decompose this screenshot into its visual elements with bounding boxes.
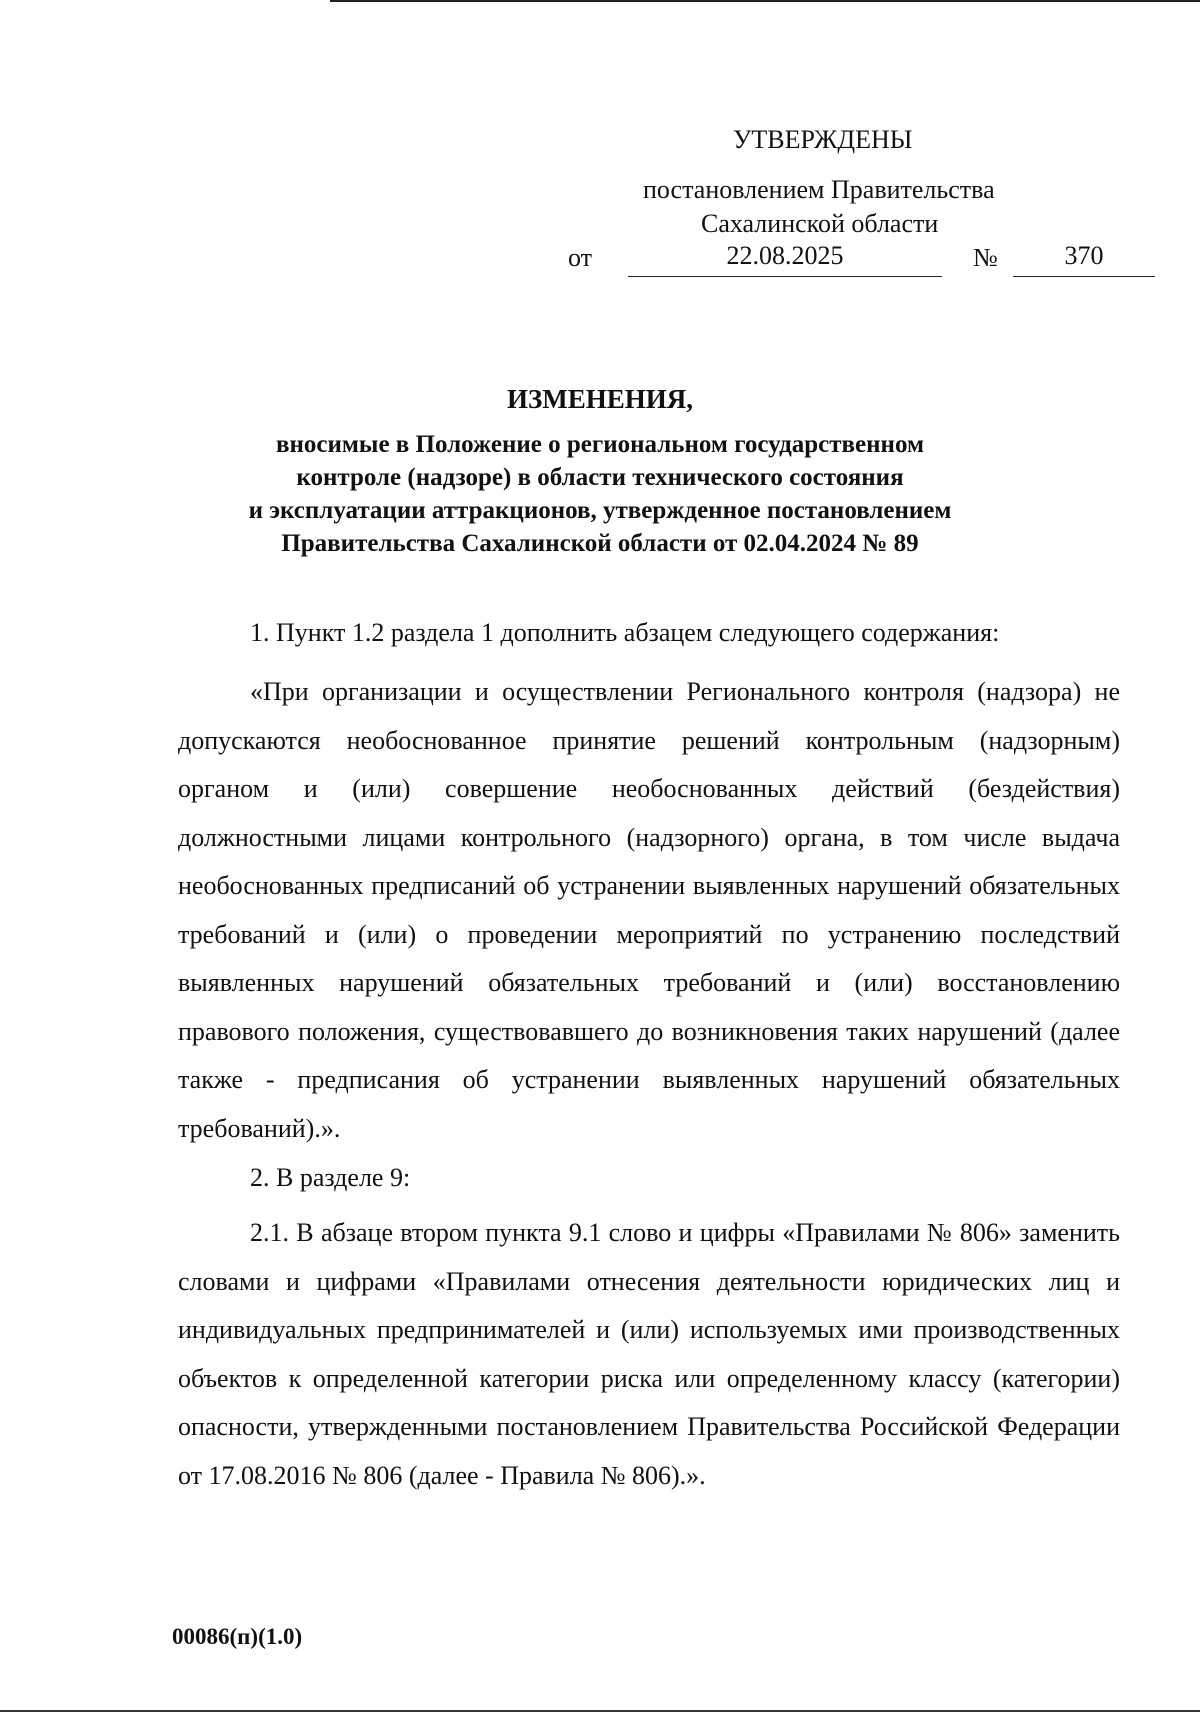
paragraph-quote: «При организации и осуществлении Регионального контроля (надзора) не допускаются необоснованное принятие решений контрольным (надзорным) органом и (или) совершение необоснованных действий (бездействия) должностными лицами контрольного (надзорного) органа, в том числе выдача необоснованных предписаний об устранении выявленных нарушений обязательных требований и (или) о проведении мероприятий по устранению последствий выявленных нарушений обязательных требований и (или) восстановлению правового положения, существовавшего до возникновения таких нарушений (далее также - предписания об устранении выявленных нарушений обязательных требований).».	[178, 677, 1120, 1143]
paragraph-item-2: 2. В разделе 9:	[250, 1163, 411, 1192]
approval-date-row	[568, 240, 1120, 280]
document-subtitle	[200, 428, 1000, 560]
bottom-edge-rule	[0, 1710, 1200, 1712]
approval-authority-line: постановлением Правительства	[643, 175, 995, 204]
document-title: ИЗМЕНЕНИЯ,	[506, 384, 693, 414]
approval-number: 370	[1013, 240, 1155, 277]
approval-heading: УТВЕРЖДЕНЫ	[733, 125, 913, 154]
paragraph-item-2-1: 2.1. В абзаце втором пункта 9.1 слово и цифры «Правилами № 806» заменить словами и цифрами «Правилами отнесения деятельности юридических лиц и индивидуальных предпринимателей и (или) используемых ими производственных объектов к определенной категории риска или определенному классу (категории) опасности, утвержденными постановлением Правительства Российской Федерации от 17.08.2016 № 806 (далее - Правила № 806).».	[178, 1218, 1120, 1490]
approval-region-line: Сахалинской области	[701, 209, 939, 238]
subtitle-line: контроле (надзоре) в области технического состояния	[296, 464, 904, 491]
subtitle-line: Правительства Сахалинской области от 02.04.2024 № 89	[281, 530, 919, 557]
number-prefix: №	[973, 243, 998, 272]
top-edge-rule	[330, 0, 1200, 2]
subtitle-line: вносимые в Положение о региональном государственном	[275, 431, 924, 458]
date-prefix: от	[568, 243, 593, 272]
subtitle-line: и эксплуатации аттракционов, утвержденное постановлением	[248, 497, 952, 524]
document-code: 00086(п)(1.0)	[172, 1624, 303, 1649]
paragraph-item-1: 1. Пункт 1.2 раздела 1 дополнить абзацем следующего содержания:	[250, 618, 1000, 647]
approval-date: 22.08.2025	[628, 240, 942, 277]
document-body	[178, 616, 1120, 1500]
